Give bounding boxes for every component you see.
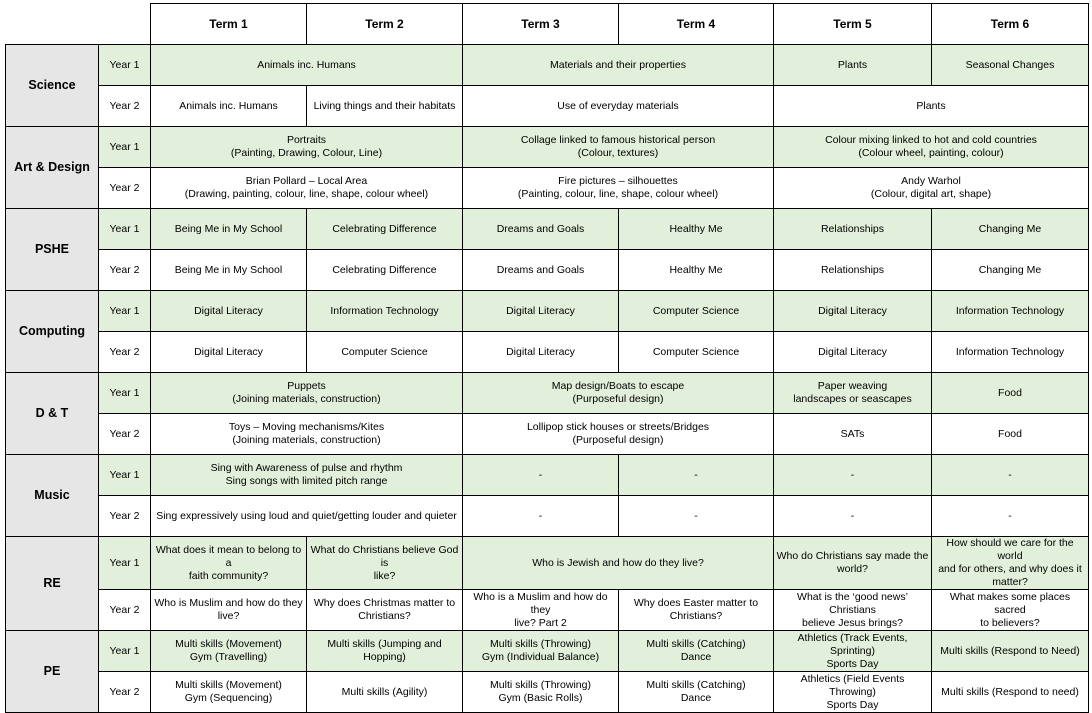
topic-line: Information Technology [330,304,439,317]
topic-line: Athletics (Track Events, Sprinting) [797,631,908,657]
topic-line: What makes some places sacred [949,590,1071,616]
topic-cell [307,86,463,127]
topic-cell [463,209,619,250]
topic-line: believe Jesus brings? [802,616,903,629]
topic-line: How should we care for the world [946,537,1074,562]
year-label: Year 2 [99,496,151,537]
topic-cell [463,291,619,332]
topic-line: (Colour wheel, painting, colour) [858,147,1004,159]
topic-line: Multi skills (Jumping and [327,638,442,650]
subject-row [6,414,1089,455]
subject-row [6,537,1089,590]
topic-line: Who do Christians say made the [776,550,929,562]
subject-name: PSHE [6,209,99,291]
subject-name: Art & Design [6,127,99,209]
topic-line: (Painting, Drawing, Colour, Line) [230,147,383,159]
topic-line: SATs [840,427,865,440]
topic-line: Digital Literacy [818,345,887,358]
topic-line: - [538,468,543,481]
topic-line: Digital Literacy [506,304,575,317]
topic-cell [774,250,932,291]
topic-line: What does it mean to belong to a [155,543,302,569]
topic-cell [151,414,463,455]
topic-cell [151,373,463,414]
topic-line: - [850,509,855,522]
topic-line: Food [998,386,1022,399]
term-header: Term 3 [463,4,619,45]
year-label: Year 2 [99,590,151,631]
topic-line: Map design/Boats to escape [551,380,685,392]
topic-cell [619,590,774,631]
topic-cell [463,631,619,672]
topic-line: What do Christians believe God is [310,543,459,569]
topic-line: Computer Science [652,345,740,358]
topic-cell [307,250,463,291]
topic-line: Toys – Moving mechanisms/Kites [228,421,385,433]
year-label: Year 2 [99,86,151,127]
topic-line: like? [373,569,396,582]
topic-cell [151,291,307,332]
topic-line: Materials and their properties [550,58,686,71]
topic-line: Christians? [358,610,411,622]
year-label: Year 1 [99,631,151,672]
topic-cell [619,332,774,373]
subject-row [6,455,1089,496]
year-label: Year 1 [99,291,151,332]
topic-cell [463,590,619,631]
topic-cell [932,45,1089,86]
topic-line: Plants [837,58,868,71]
curriculum-table [5,3,1089,713]
topic-cell [774,672,932,713]
subject-row [6,373,1089,414]
subject-row [6,127,1089,168]
topic-line: landscapes or seascapes [793,393,912,405]
topic-cell [774,291,932,332]
year-label: Year 2 [99,414,151,455]
topic-line: Changing Me [978,222,1042,235]
topic-cell [774,455,932,496]
year-label: Year 1 [99,127,151,168]
topic-cell [151,168,463,209]
topic-line: Multi skills (Throwing) [490,638,591,650]
topic-line: - [538,509,543,522]
topic-line: Multi skills (Agility) [341,685,428,698]
year-label: Year 2 [99,332,151,373]
term-header-row [6,4,1089,45]
topic-line: Lollipop stick houses or streets/Bridges [526,421,710,433]
topic-cell [619,455,774,496]
topic-cell [151,127,463,168]
topic-line: live? [217,610,240,622]
topic-cell [932,590,1089,631]
topic-line: (Painting, colour, line, shape, colour wheel) [517,188,719,200]
topic-line: Sing expressively using loud and quiet/getting louder and quieter [156,509,457,522]
topic-line: Celebrating Difference [332,222,437,235]
topic-line: Why does Easter matter to [633,597,759,609]
topic-cell [774,209,932,250]
topic-line: live? Part 2 [514,616,567,629]
topic-cell [151,332,307,373]
topic-line: Computer Science [341,345,428,358]
topic-cell [463,537,774,590]
topic-cell [463,455,619,496]
term-header: Term 2 [307,4,463,45]
topic-line: Collage linked to famous historical person [520,134,716,146]
topic-line: What is the ‘good news’ Christians [797,590,908,616]
topic-cell [307,631,463,672]
term-header: Term 5 [774,4,932,45]
topic-line: Digital Literacy [506,345,575,358]
topic-line: Digital Literacy [194,345,263,358]
topic-cell [307,332,463,373]
topic-line: Seasonal Changes [965,58,1055,71]
topic-cell [307,590,463,631]
topic-line: and for others, and why does it [938,563,1082,575]
topic-line: Fire pictures – silhouettes [558,175,678,187]
topic-line: Animals inc. Humans [179,99,278,112]
topic-line: Multi skills (Respond to Need) [940,644,1080,657]
topic-cell [932,250,1089,291]
topic-line: Dance [680,651,712,663]
topic-line: Puppets [287,380,326,392]
topic-line: Digital Literacy [818,304,887,317]
topic-cell [463,496,619,537]
topic-line: Food [998,427,1022,440]
subject-row [6,672,1089,713]
topic-cell [463,250,619,291]
topic-cell [774,414,932,455]
topic-cell [151,631,307,672]
topic-cell [151,590,307,631]
year-label: Year 1 [99,373,151,414]
topic-cell [932,631,1089,672]
topic-cell [463,127,774,168]
topic-line: Gym (Basic Rolls) [498,692,583,704]
topic-cell [932,537,1089,590]
topic-cell [463,672,619,713]
topic-cell [307,291,463,332]
subject-name: Science [6,45,99,127]
year-label: Year 1 [99,45,151,86]
topic-cell [932,373,1089,414]
year-label: Year 2 [99,672,151,713]
topic-cell [774,496,932,537]
subject-name: Music [6,455,99,537]
subject-name: D & T [6,373,99,455]
subject-row [6,209,1089,250]
term-header: Term 6 [932,4,1089,45]
topic-line: Information Technology [955,345,1065,358]
topic-cell [774,537,932,590]
topic-line: Gym (Travelling) [189,651,268,663]
topic-line: (Purposeful design) [572,434,664,446]
year-label: Year 2 [99,250,151,291]
topic-cell [932,672,1089,713]
topic-line: Gym (Sequencing) [184,692,273,704]
topic-line: Sports Day [826,657,879,670]
topic-line: Sports Day [826,698,879,711]
topic-cell [774,373,932,414]
topic-cell [774,590,932,631]
topic-line: Information Technology [955,304,1065,317]
topic-cell [307,209,463,250]
topic-line: - [694,468,698,481]
corner-blank [6,4,151,45]
topic-line: Hopping) [363,651,406,663]
topic-cell [151,455,463,496]
topic-line: Multi skills (Catching) [646,638,746,650]
topic-line: Multi skills (Throwing) [490,679,591,691]
topic-line: (Joining materials, construction) [232,393,381,405]
topic-line: to believers? [980,616,1040,629]
topic-line: - [1008,468,1012,481]
topic-line: - [694,509,698,522]
topic-cell [151,672,307,713]
topic-line: Athletics (Field Events Throwing) [800,672,905,698]
topic-line: - [850,468,855,481]
topic-cell [463,86,774,127]
topic-line: Healthy Me [669,222,723,235]
topic-line: Healthy Me [669,263,723,276]
topic-line: (Purposeful design) [572,393,664,405]
topic-line: Portraits [286,134,327,146]
subject-row [6,168,1089,209]
topic-cell [932,414,1089,455]
topic-cell [619,250,774,291]
topic-line: Living things and their habitats [313,99,456,112]
subject-row [6,291,1089,332]
topic-line: Relationships [820,222,885,235]
topic-line: Plants [916,99,946,112]
subject-row [6,86,1089,127]
year-label: Year 2 [99,168,151,209]
topic-line: Colour mixing linked to hot and cold countries [825,134,1037,146]
topic-line: Relationships [820,263,885,276]
subject-row [6,332,1089,373]
topic-cell [619,631,774,672]
topic-line: Andy Warhol [901,175,961,187]
year-label: Year 1 [99,209,151,250]
topic-line: Paper weaving [817,380,888,392]
term-header: Term 1 [151,4,307,45]
topic-cell [774,168,1089,209]
topic-line: Changing Me [978,263,1042,276]
topic-line: Sing with Awareness of pulse and rhythm [210,462,403,474]
topic-cell [619,496,774,537]
topic-line: world? [837,563,868,575]
topic-line: (Colour, textures) [577,147,659,159]
topic-cell [307,672,463,713]
year-label: Year 1 [99,455,151,496]
topic-line: - [1008,509,1012,522]
subject-row [6,590,1089,631]
curriculum-body [6,4,1089,713]
topic-cell [774,332,932,373]
topic-line: (Colour, digital art, shape) [870,188,992,200]
topic-line: Dreams and Goals [496,222,585,235]
year-label: Year 1 [99,537,151,590]
topic-line: faith community? [188,569,269,582]
topic-cell [619,209,774,250]
topic-line: Computer Science [652,304,740,317]
subject-row [6,496,1089,537]
topic-cell [463,373,774,414]
topic-cell [463,168,774,209]
topic-line: Who is Muslim and how do they [154,597,303,609]
topic-line: (Joining materials, construction) [232,434,381,446]
topic-line: (Drawing, painting, colour, line, shape, colour wheel) [184,188,429,200]
topic-cell [151,209,307,250]
topic-cell [932,209,1089,250]
topic-cell [932,291,1089,332]
subject-name: Computing [6,291,99,373]
topic-cell [932,455,1089,496]
topic-line: Use of everyday materials [557,99,679,112]
topic-line: Who is a Muslim and how do they [473,590,608,616]
subject-name: RE [6,537,99,631]
topic-line: Why does Christmas matter to [313,597,456,609]
topic-cell [151,537,307,590]
topic-cell [151,45,463,86]
subject-row [6,250,1089,291]
topic-cell [151,496,463,537]
topic-line: Being Me in My School [174,263,283,276]
term-header: Term 4 [619,4,774,45]
topic-line: Celebrating Difference [332,263,437,276]
topic-line: Gym (Individual Balance) [481,651,600,663]
topic-cell [774,86,1089,127]
topic-line: Dreams and Goals [496,263,585,276]
topic-line: Who is Jewish and how do they live? [532,556,704,569]
subject-name: PE [6,631,99,713]
topic-line: Dance [680,692,712,704]
topic-cell [619,291,774,332]
topic-line: Multi skills (Catching) [646,679,746,691]
topic-cell [151,250,307,291]
topic-line: matter? [992,576,1028,588]
topic-line: Multi skills (Movement) [175,638,282,650]
topic-line: Brian Pollard – Local Area [245,175,368,187]
topic-line: Animals inc. Humans [257,58,356,71]
topic-cell [463,332,619,373]
topic-line: Multi skills (Respond to need) [941,685,1079,698]
topic-line: Christians? [669,610,723,622]
topic-cell [774,127,1089,168]
topic-line: Being Me in My School [174,222,283,235]
topic-cell [932,332,1089,373]
topic-line: Sing songs with limited pitch range [225,475,388,487]
topic-line: Digital Literacy [194,304,263,317]
topic-line: Multi skills (Movement) [175,679,282,691]
topic-cell [774,631,932,672]
topic-cell [151,86,307,127]
topic-cell [774,45,932,86]
subject-row [6,631,1089,672]
subject-row [6,45,1089,86]
topic-cell [932,496,1089,537]
topic-cell [463,45,774,86]
topic-cell [619,672,774,713]
topic-cell [463,414,774,455]
topic-cell [307,537,463,590]
